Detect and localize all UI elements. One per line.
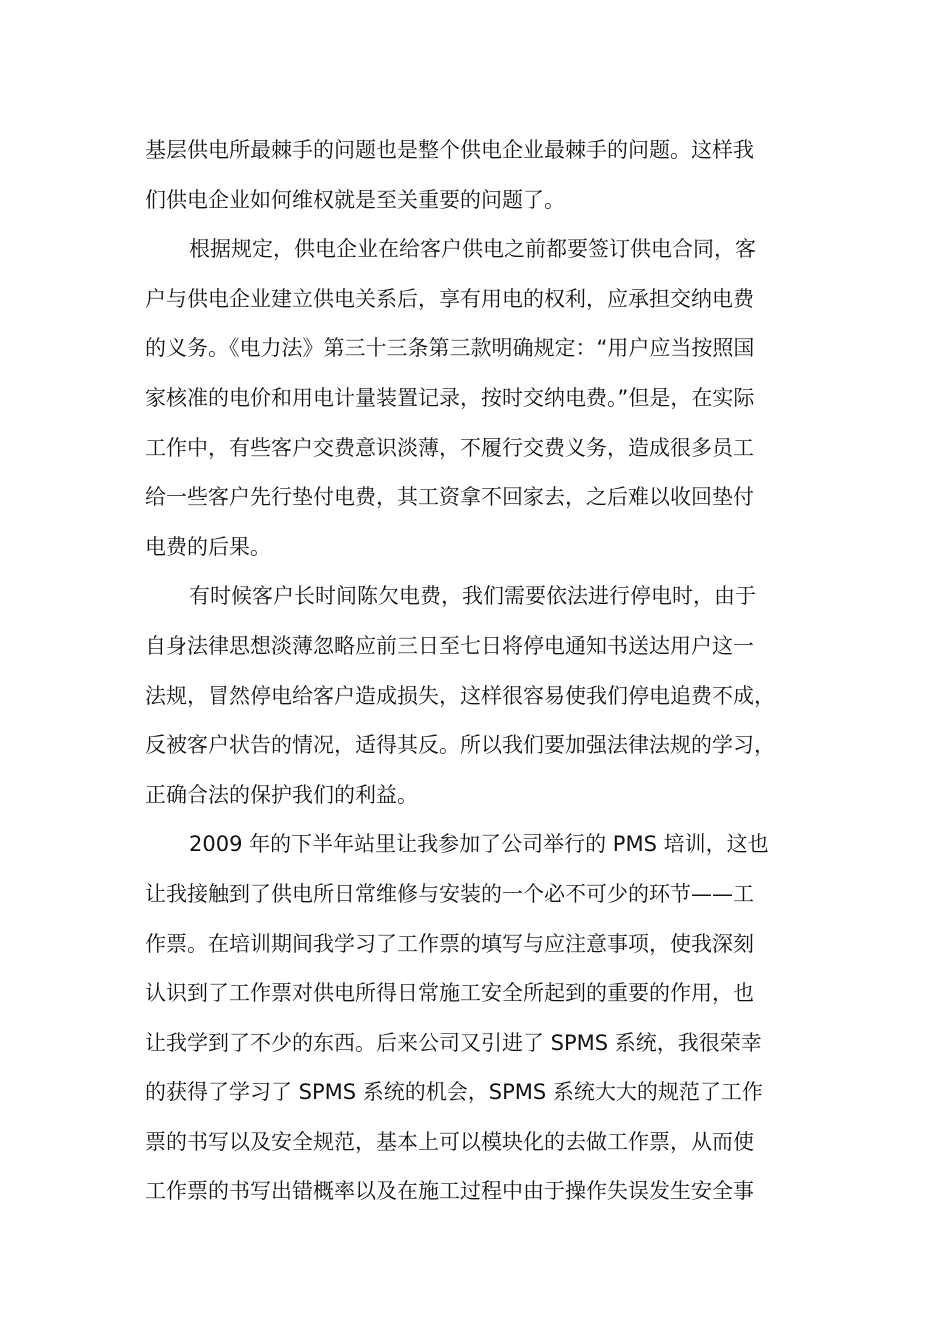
text-line: 工作票的书写出错概率以及在施工过程中由于操作失误发生安全事 bbox=[145, 1179, 754, 1204]
text-line: 法规，冒然停电给客户造成损失，这样很容易使我们停电追费不成， bbox=[145, 683, 775, 708]
text-line: 自身法律思想淡薄忽略应前三日至七日将停电通知书送达用户这一 bbox=[145, 633, 754, 658]
text-line: 家核准的电价和用电计量装置记录，按时交纳电费。”但是，在实际 bbox=[145, 385, 755, 410]
text-line: 让我接触到了供电所日常维修与安装的一个必不可少的环节——工 bbox=[145, 881, 754, 906]
text-line: 给一些客户先行垫付电费，其工资拿不回家去，之后难以收回垫付 bbox=[145, 485, 754, 510]
text-line: 们供电企业如何维权就是至关重要的问题了。 bbox=[145, 187, 565, 212]
text-line: 作票。在培训期间我学习了工作票的填写与应注意事项，使我深刻 bbox=[145, 931, 754, 956]
text-line: 户与供电企业建立供电关系后，享有用电的权利，应承担交纳电费 bbox=[145, 286, 754, 311]
text-line: 票的书写以及安全规范，基本上可以模块化的去做工作票，从而使 bbox=[145, 1129, 754, 1154]
text-line: 工作中，有些客户交费意识淡薄，不履行交费义务，造成很多员工 bbox=[145, 435, 754, 460]
paragraph-start-line: 2009 年的下半年站里让我参加了公司举行的 PMS 培训，这也 bbox=[189, 832, 769, 857]
text-line: 认识到了工作票对供电所得日常施工安全所起到的重要的作用，也 bbox=[145, 981, 754, 1006]
text-line: 的义务。《电力法》第三十三条第三款明确规定：“用户应当按照国 bbox=[145, 336, 755, 361]
text-line: 基层供电所最棘手的问题也是整个供电企业最棘手的问题。这样我 bbox=[145, 138, 754, 162]
document-body bbox=[145, 126, 835, 1217]
text-line: 的获得了学习了 SPMS 系统的机会，SPMS 系统大大的规范了工作 bbox=[145, 1080, 763, 1105]
paragraph-start-line: 根据规定，供电企业在给客户供电之前都要签订供电合同，客 bbox=[189, 237, 756, 262]
text-line: 反被客户状告的情况，适得其反。所以我们要加强法律法规的学习， bbox=[145, 733, 775, 758]
text-line: 让我学到了不少的东西。后来公司又引进了 SPMS 系统，我很荣幸 bbox=[145, 1030, 762, 1055]
paragraph-start-line: 有时候客户长时间陈欠电费，我们需要依法进行停电时，由于 bbox=[189, 584, 756, 609]
text-line: 正确合法的保护我们的利益。 bbox=[145, 782, 418, 807]
text-line: 电费的后果。 bbox=[145, 534, 271, 559]
